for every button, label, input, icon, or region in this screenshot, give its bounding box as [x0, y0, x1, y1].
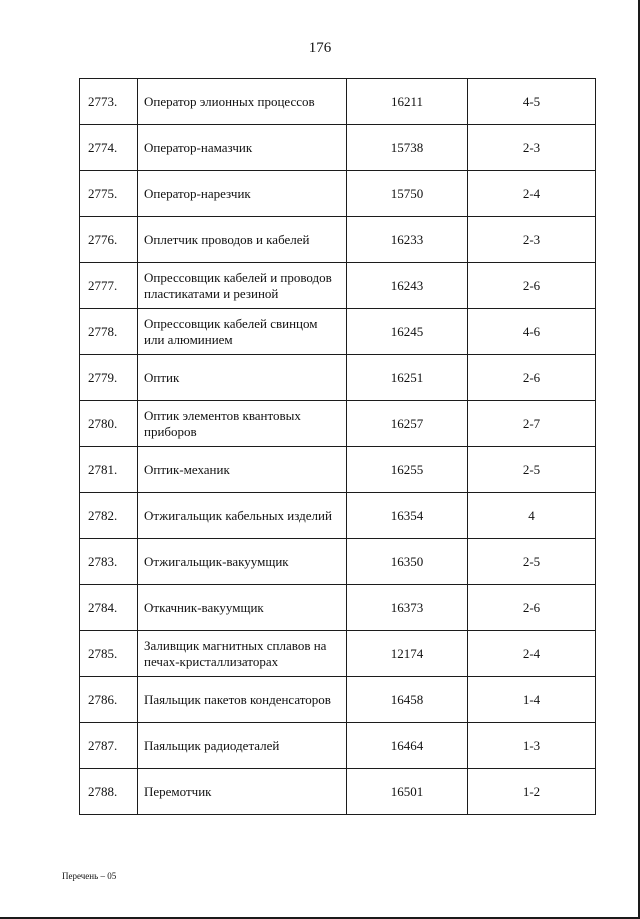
profession-code: 16251: [347, 355, 468, 401]
grade-range: 4: [468, 493, 596, 539]
page-number: 176: [308, 40, 332, 56]
profession-code: 16245: [347, 309, 468, 355]
profession-code: 16458: [347, 677, 468, 723]
profession-code: 16354: [347, 493, 468, 539]
table-row: [80, 79, 596, 125]
profession-name: Оптик-механик: [138, 447, 347, 493]
profession-name: Оператор элионных процессов: [138, 79, 347, 125]
table-row: [80, 263, 596, 309]
row-number: 2782.: [80, 493, 138, 539]
row-number: 2780.: [80, 401, 138, 447]
profession-name: Паяльщик радиодеталей: [138, 723, 347, 769]
grade-range: 2-5: [468, 539, 596, 585]
grade-range: 2-7: [468, 401, 596, 447]
grade-range: 2-6: [468, 585, 596, 631]
profession-table: [79, 78, 596, 815]
row-number: 2786.: [80, 677, 138, 723]
row-number: 2776.: [80, 217, 138, 263]
grade-range: 2-3: [468, 125, 596, 171]
row-number: 2778.: [80, 309, 138, 355]
profession-name: Опрессовщик кабелей свинцом или алюминием: [138, 309, 347, 355]
profession-name: Перемотчик: [138, 769, 347, 815]
profession-name: Отжигальщик-вакуумщик: [138, 539, 347, 585]
row-number: 2774.: [80, 125, 138, 171]
profession-code: 16233: [347, 217, 468, 263]
row-number: 2777.: [80, 263, 138, 309]
table-row: [80, 355, 596, 401]
row-number: 2783.: [80, 539, 138, 585]
table-row: [80, 309, 596, 355]
grade-range: 1-2: [468, 769, 596, 815]
row-number: 2781.: [80, 447, 138, 493]
table-row: [80, 447, 596, 493]
row-number: 2779.: [80, 355, 138, 401]
grade-range: 2-6: [468, 355, 596, 401]
table-row: [80, 769, 596, 815]
profession-code: 16501: [347, 769, 468, 815]
table-row: [80, 217, 596, 263]
table-row: [80, 125, 596, 171]
profession-code: 16211: [347, 79, 468, 125]
row-number: 2773.: [80, 79, 138, 125]
grade-range: 2-4: [468, 171, 596, 217]
profession-code: 12174: [347, 631, 468, 677]
row-number: 2775.: [80, 171, 138, 217]
row-number: 2784.: [80, 585, 138, 631]
table-row: [80, 493, 596, 539]
profession-name: Откачник-вакуумщик: [138, 585, 347, 631]
grade-range: 2-5: [468, 447, 596, 493]
profession-code: 16243: [347, 263, 468, 309]
profession-code: 16257: [347, 401, 468, 447]
table-row: [80, 539, 596, 585]
profession-name: Паяльщик пакетов конденсаторов: [138, 677, 347, 723]
grade-range: 2-6: [468, 263, 596, 309]
grade-range: 2-4: [468, 631, 596, 677]
profession-name: Оптик элементов квантовых приборов: [138, 401, 347, 447]
table-row: [80, 171, 596, 217]
grade-range: 4-6: [468, 309, 596, 355]
profession-name: Отжигальщик кабельных изделий: [138, 493, 347, 539]
table-row: [80, 723, 596, 769]
profession-code: 15750: [347, 171, 468, 217]
profession-name: Оператор-намазчик: [138, 125, 347, 171]
document-footer: Перечень – 05: [62, 871, 117, 881]
profession-code: 16350: [347, 539, 468, 585]
grade-range: 4-5: [468, 79, 596, 125]
profession-code: 15738: [347, 125, 468, 171]
grade-range: 2-3: [468, 217, 596, 263]
profession-code: 16373: [347, 585, 468, 631]
row-number: 2788.: [80, 769, 138, 815]
row-number: 2785.: [80, 631, 138, 677]
profession-code: 16464: [347, 723, 468, 769]
profession-code: 16255: [347, 447, 468, 493]
grade-range: 1-4: [468, 677, 596, 723]
profession-table-body: [80, 79, 596, 815]
profession-name: Оптик: [138, 355, 347, 401]
profession-name: Оператор-нарезчик: [138, 171, 347, 217]
profession-name: Заливщик магнитных сплавов на печах-кристаллизаторах: [138, 631, 347, 677]
row-number: 2787.: [80, 723, 138, 769]
table-row: [80, 677, 596, 723]
grade-range: 1-3: [468, 723, 596, 769]
table-row: [80, 585, 596, 631]
table-row: [80, 401, 596, 447]
profession-name: Опрессовщик кабелей и проводов пластикатами и резиной: [138, 263, 347, 309]
table-row: [80, 631, 596, 677]
profession-name: Оплетчик проводов и кабелей: [138, 217, 347, 263]
